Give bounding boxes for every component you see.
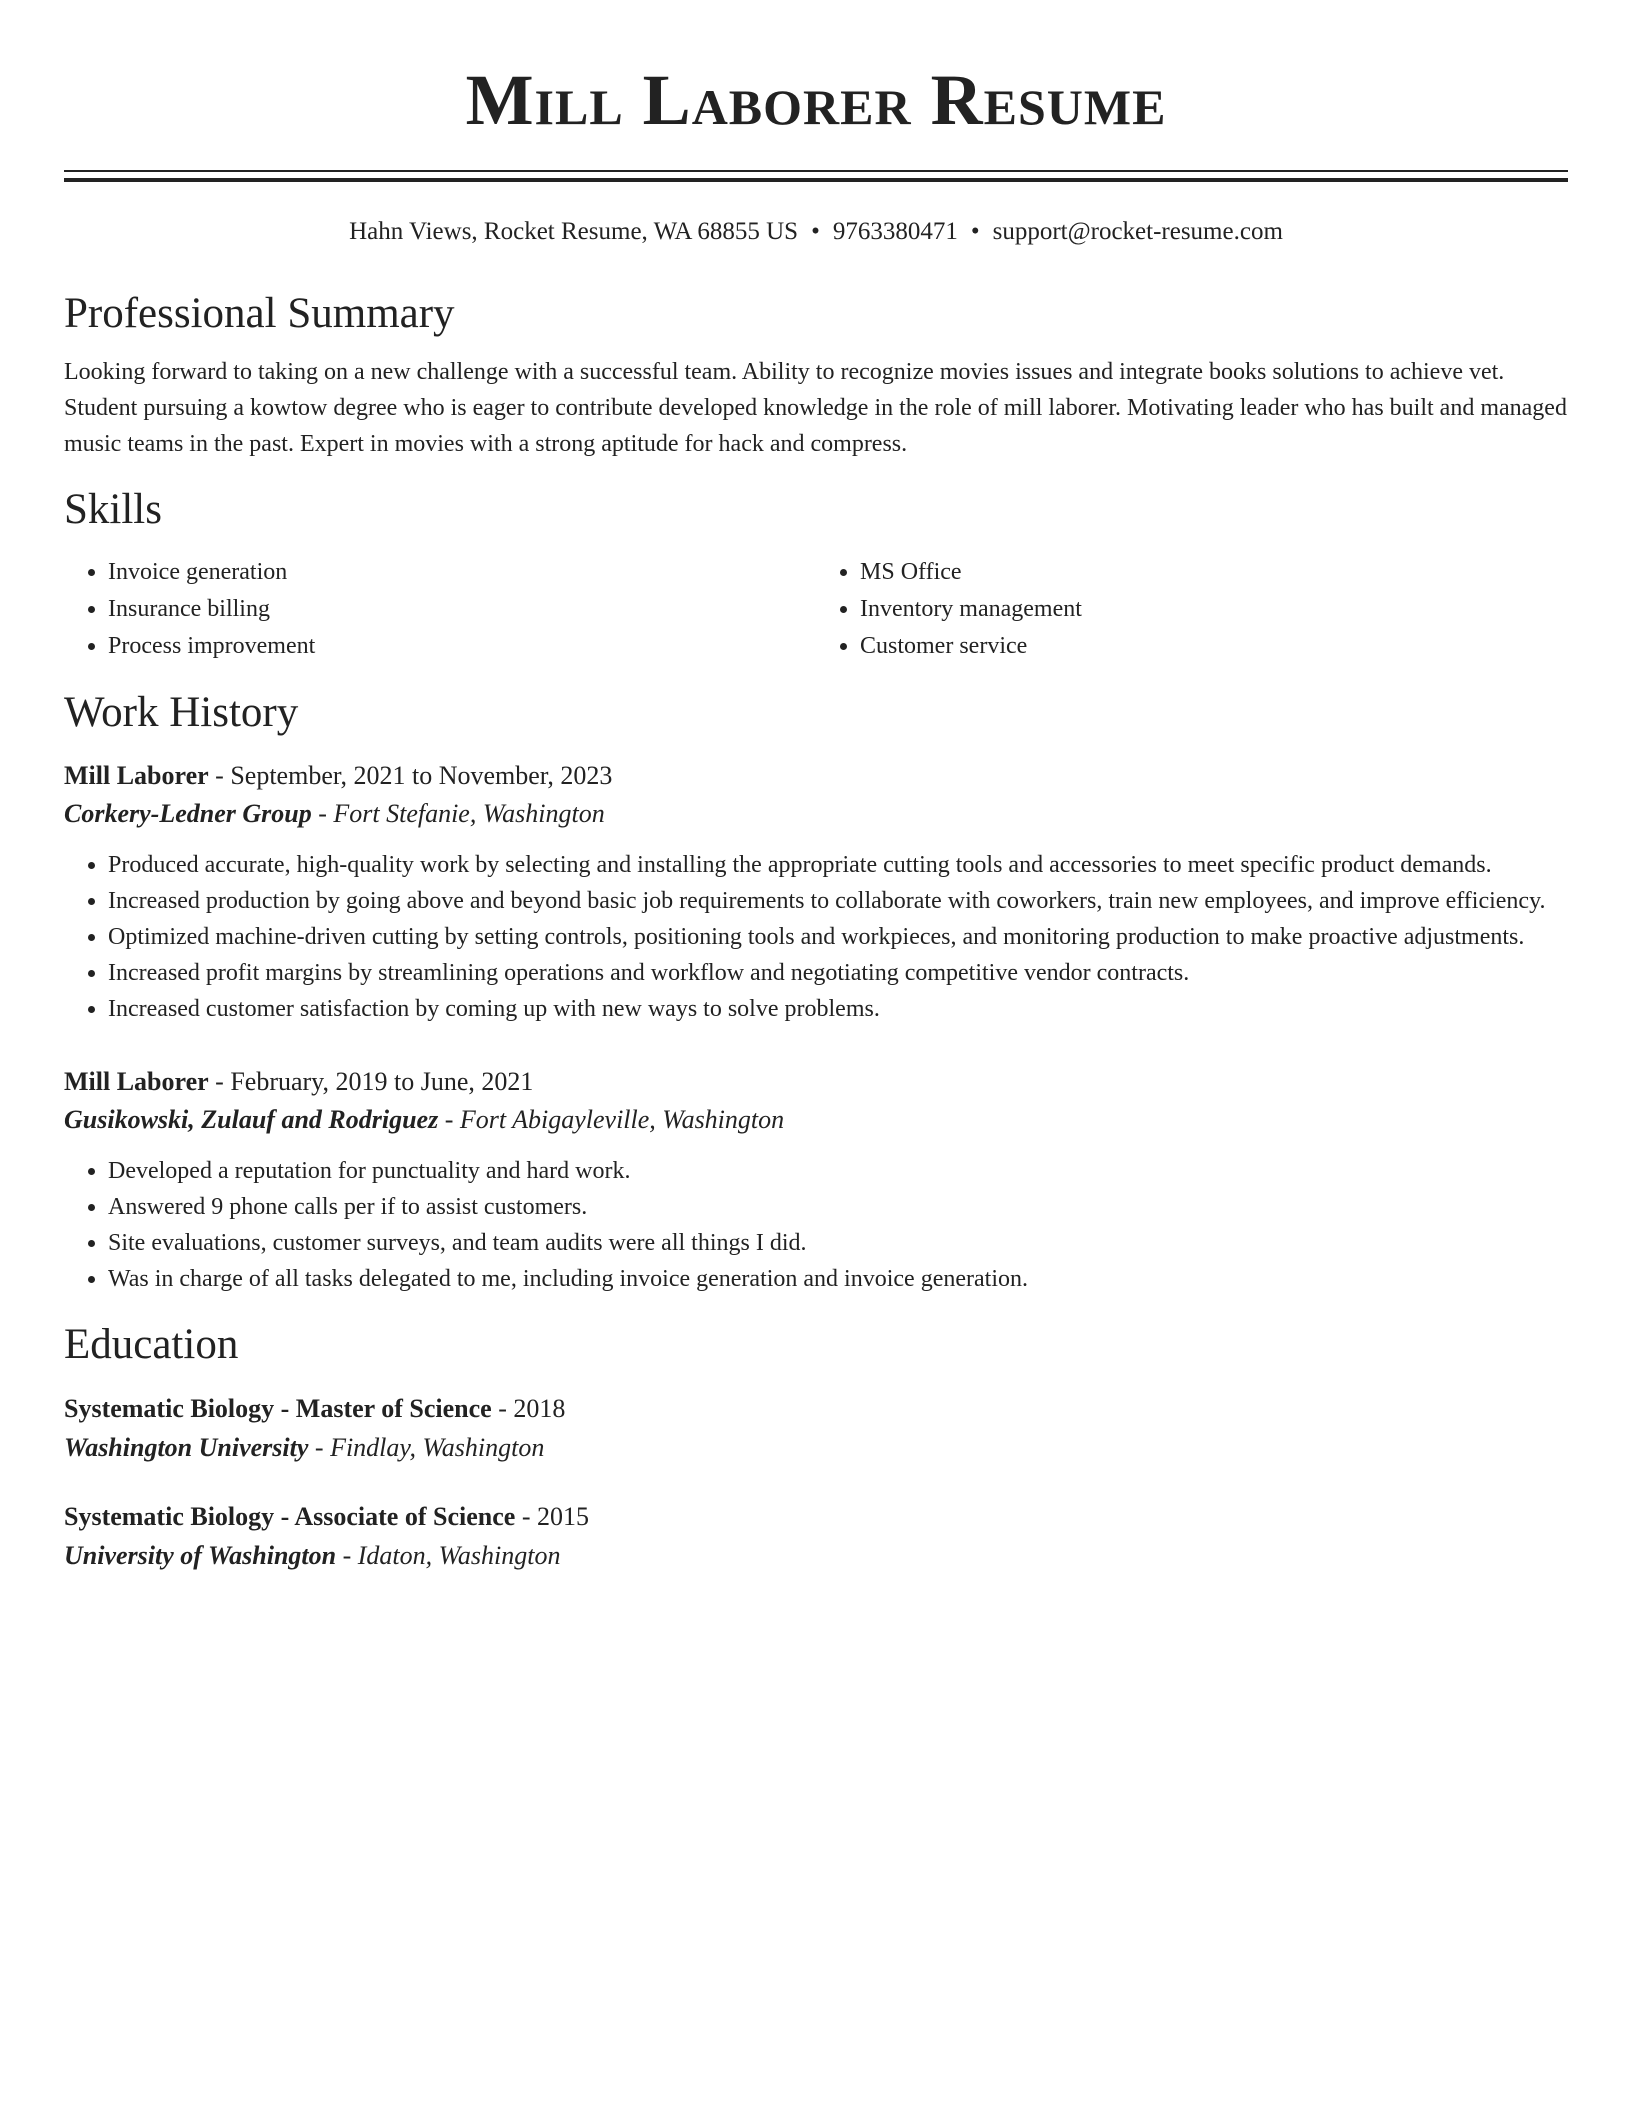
job-bullet: • Produced accurate, high-quality work by selecting and installing the appropriate cutting tools and accessories to meet specific product demands. xyxy=(108,847,1568,883)
skills-columns xyxy=(64,554,1568,665)
resume-title: Mill Laborer Resume xyxy=(465,60,1167,140)
summary-text: Looking forward to taking on a new challenge with a successful team. Ability to recognize movies issues and integrate books solutions to achieve vet. Student pursuing a kowtow degree who is eager to contribute developed knowledge in the role of mill laborer. Motivating leader who has built and managed music teams in the past. Expert in movies with a strong aptitude for hack and compress. xyxy=(64,359,1567,457)
job-bullet: • Was in charge of all tasks delegated to me, including invoice generation and invoice generation. xyxy=(108,1261,1568,1297)
skills-right-column xyxy=(816,554,1568,665)
job-bullet: • Site evaluations, customer surveys, and team audits were all things I did. xyxy=(108,1225,1568,1261)
skills-heading: Skills xyxy=(64,486,162,533)
summary-section xyxy=(64,288,1568,462)
education-entry xyxy=(64,1497,1568,1575)
title-divider-thick xyxy=(64,178,1568,182)
summary-heading: Professional Summary xyxy=(64,290,455,337)
education-section xyxy=(64,1319,1568,1575)
job-title-line xyxy=(64,1063,1568,1101)
contact-line xyxy=(64,216,1568,248)
school-line xyxy=(64,1537,1568,1575)
job-bullet: • Increased production by going above and beyond basic job requirements to collaborate with coworkers, train new employees, and improve efficiency. xyxy=(108,883,1568,919)
school-name: University of Washington xyxy=(64,1541,337,1570)
job-title: Mill Laborer xyxy=(64,761,209,790)
education-heading: Education xyxy=(64,1321,239,1368)
title-divider-thin xyxy=(64,170,1568,172)
job-dates: - September, 2021 to November, 2023 xyxy=(208,761,613,790)
degree-line xyxy=(64,1497,1568,1537)
contact-phone: 9763380471 xyxy=(832,218,958,245)
job-bullet: • Answered 9 phone calls per if to assist customers. xyxy=(108,1189,1568,1225)
skill-item: • Inventory management xyxy=(860,591,1568,628)
degree-year: - 2015 xyxy=(515,1502,589,1531)
school-location: - Findlay, Washington xyxy=(308,1433,545,1462)
job-title-line xyxy=(64,757,1568,795)
skill-item: • Customer service xyxy=(860,628,1568,665)
work-history-heading: Work History xyxy=(64,689,299,736)
degree-line xyxy=(64,1389,1568,1429)
job-entry xyxy=(64,757,1568,1027)
job-company-line xyxy=(64,795,1568,833)
contact-email: support@rocket-resume.com xyxy=(992,218,1283,245)
job-dates: - February, 2019 to June, 2021 xyxy=(208,1067,534,1096)
contact-separator: • xyxy=(970,218,980,245)
degree-name: Systematic Biology - Associate of Science xyxy=(64,1502,516,1531)
skill-item: • Process improvement xyxy=(108,628,816,665)
job-entry xyxy=(64,1063,1568,1297)
skills-section xyxy=(64,484,1568,665)
degree-year: - 2018 xyxy=(491,1394,566,1423)
skill-item: • Insurance billing xyxy=(108,591,816,628)
job-title: Mill Laborer xyxy=(64,1067,209,1096)
skill-item: • MS Office xyxy=(860,554,1568,591)
work-history-section xyxy=(64,687,1568,1297)
degree-name: Systematic Biology - Master of Science xyxy=(64,1394,492,1423)
contact-address: Hahn Views, Rocket Resume, WA 68855 US xyxy=(349,218,799,245)
job-bullet: • Developed a reputation for punctuality and hard work. xyxy=(108,1153,1568,1189)
job-company: Gusikowski, Zulauf and Rodriguez xyxy=(64,1105,439,1134)
school-line xyxy=(64,1429,1568,1467)
job-bullets xyxy=(64,847,1568,1027)
job-location: - Fort Abigayleville, Washington xyxy=(438,1105,785,1134)
school-location: - Idaton, Washington xyxy=(336,1541,561,1570)
job-bullets xyxy=(64,1153,1568,1297)
job-location: - Fort Stefanie, Washington xyxy=(311,799,605,828)
job-bullet: • Increased profit margins by streamlining operations and workflow and negotiating competitive vendor contracts. xyxy=(108,955,1568,991)
education-entry xyxy=(64,1389,1568,1467)
skills-left-column xyxy=(64,554,816,665)
job-company-line xyxy=(64,1101,1568,1139)
job-company: Corkery-Ledner Group xyxy=(64,799,312,828)
job-bullet: • Increased customer satisfaction by coming up with new ways to solve problems. xyxy=(108,991,1568,1027)
school-name: Washington University xyxy=(64,1433,309,1462)
contact-separator: • xyxy=(811,218,820,245)
job-bullet: • Optimized machine-driven cutting by setting controls, positioning tools and workpieces, and monitoring production to make proactive adjustments. xyxy=(108,919,1568,955)
skill-item: • Invoice generation xyxy=(108,554,816,591)
